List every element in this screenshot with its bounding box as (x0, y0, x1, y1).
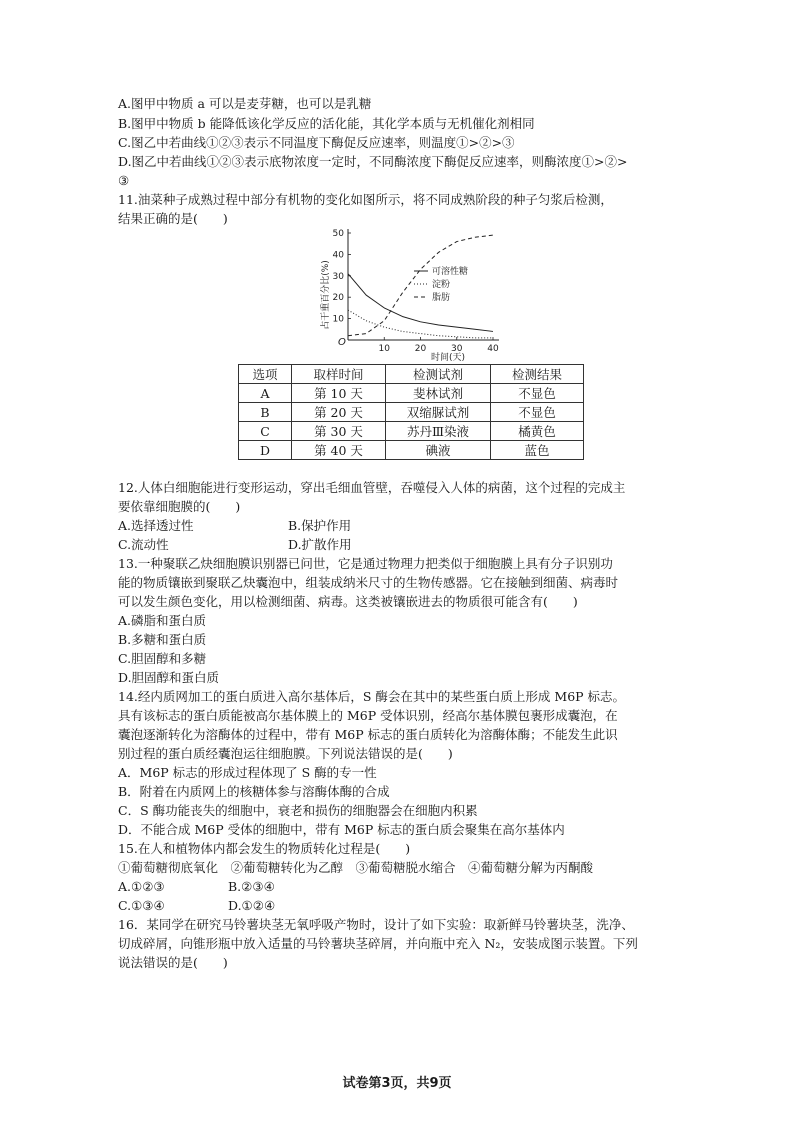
legend-label: 淀粉 (432, 280, 451, 290)
q10-option-c: C.图乙中若曲线①②③表示不同温度下酶促反应速率，则温度①>②>③ (118, 135, 515, 150)
table-cell: 苏丹Ⅲ染液 (386, 422, 491, 441)
x-tick-label: 40 (487, 344, 499, 354)
y-tick-label: 50 (332, 229, 344, 239)
y-tick-label: 20 (332, 293, 344, 304)
q10-option-b: B.图甲中物质 b 能降低该化学反应的活化能，其化学本质与无机催化剂相同 (118, 116, 535, 131)
table-cell: C (239, 422, 292, 441)
q12-option-c: C.流动性 (118, 537, 169, 552)
q14-option-c: C．S 酶功能丧失的细胞中，衰老和损伤的细胞器会在细胞内积累 (118, 803, 478, 818)
q16-stem-cont2: 说法错误的是( ) (118, 955, 228, 970)
q14-stem-cont1: 具有该标志的蛋白质能被高尔基体膜上的 M6P 受体识别，经高尔基体膜包裹形成囊泡，在 (118, 708, 618, 723)
q10-option-a: A.图甲中物质 a 可以是麦芽糖，也可以是乳糖 (118, 96, 372, 111)
q16-stem-cont1: 切成碎屑，向锥形瓶中放入适量的马铃薯块茎碎屑，并向瓶中充入 N₂，安装成图示装置。下列 (118, 936, 638, 951)
q12-stem: 12.人体白细胞能进行变形运动，穿出毛细血管壁，吞噬侵入人体的病菌，这个过程的完成主 (118, 480, 626, 495)
x-axis-label: 时间(天) (430, 353, 466, 361)
q10-option-d: D.图乙中若曲线①②③表示底物浓度一定时，不同酶浓度下酶促反应速率，则酶浓度①>②> (118, 154, 628, 169)
table-cell: 第 30 天 (292, 422, 386, 441)
table-header-cell: 检测结果 (491, 365, 584, 384)
q11-stem: 11.油菜种子成熟过程中部分有机物的变化如图所示，将不同成熟阶段的种子匀浆后检测， (118, 192, 613, 207)
y-axis-label: 占干重百分比(%) (321, 260, 331, 330)
table-header-cell: 取样时间 (292, 365, 386, 384)
q12-option-a: A.选择透过性 (118, 518, 194, 533)
q13-option-d: D.胆固醇和蛋白质 (118, 670, 220, 685)
origin-label: O (338, 337, 346, 348)
q14-option-d: D．不能合成 M6P 受体的细胞中，带有 M6P 标志的蛋白质会聚集在高尔基体内 (118, 822, 565, 837)
table-cell: 橘黄色 (491, 422, 584, 441)
table-cell: 第 20 天 (292, 403, 386, 422)
q12-options-row2 (118, 535, 352, 554)
q11-stem-cont: 结果正确的是( ) (118, 211, 228, 226)
q15-options-row2 (118, 896, 276, 915)
series-line-dashed (348, 235, 493, 336)
q15-stem: 15.在人和植物体内都会发生的物质转化过程是( ) (118, 841, 411, 856)
q13-option-c: C.胆固醇和多糖 (118, 651, 207, 666)
table-cell: D (239, 441, 292, 460)
table-cell: 第 10 天 (292, 384, 386, 403)
y-tick-label: 30 (332, 271, 344, 282)
q13-stem: 13.一种聚联乙炔细胞膜识别器已问世，它是通过物理力把类似于细胞膜上具有分子识别功 (118, 556, 613, 571)
table-cell: 碘液 (386, 441, 491, 460)
table-header-cell: 选项 (239, 365, 292, 384)
table-cell: 双缩脲试剂 (386, 403, 491, 422)
table-cell: 不显色 (491, 403, 584, 422)
q14-stem: 14.经内质网加工的蛋白质进入高尔基体后，S 酶会在其中的某些蛋白质上形成 M6P 标志。 (118, 689, 626, 704)
organic-matter-chart (318, 225, 518, 361)
table-row (239, 422, 584, 441)
table-row (239, 441, 584, 460)
q15-option-b: B.②③④ (228, 879, 275, 894)
x-tick-label: 10 (378, 344, 390, 354)
table-cell: 蓝色 (491, 441, 584, 460)
table-cell: 第 40 天 (292, 441, 386, 460)
table-cell: A (239, 384, 292, 403)
q15-options-row1 (118, 877, 275, 896)
q10-option-d-cont: ③ (118, 173, 130, 188)
x-tick-label: 20 (414, 344, 427, 354)
q12-option-b: B.保护作用 (288, 518, 352, 533)
q15-option-d: D.①②④ (228, 898, 276, 913)
table-row (239, 403, 584, 422)
q13-option-b: B.多糖和蛋白质 (118, 632, 207, 647)
series-line-dotted (348, 310, 493, 338)
q12-option-d: D.扩散作用 (288, 537, 352, 552)
q15-option-a: A.①②③ (118, 879, 165, 894)
q11-result-table (238, 364, 584, 460)
series-line-solid (348, 274, 493, 332)
q13-stem-cont2: 可以发生颜色变化，用以检测细菌、病毒。这类被镶嵌进去的物质很可能含有( ) (118, 594, 578, 609)
table-header-cell: 检测试剂 (386, 365, 491, 384)
table-cell: 斐林试剂 (386, 384, 491, 403)
q15-option-c: C.①③④ (118, 898, 165, 913)
x-tick-label: 30 (451, 344, 463, 354)
q12-options-row1 (118, 516, 352, 535)
legend-label: 可溶性糖 (432, 267, 469, 277)
legend-label: 脂肪 (432, 293, 451, 303)
page-footer: 试卷第3页，共9页 (342, 1076, 452, 1091)
q13-stem-cont1: 能的物质镶嵌到聚联乙炔囊泡中，组装成纳米尺寸的生物传感器。它在接触到细菌、病毒时 (118, 575, 619, 590)
q15-items: ①葡萄糖彻底氧化 ②葡萄糖转化为乙醇 ③葡萄糖脱水缩合 ④葡萄糖分解为丙酮酸 (118, 860, 594, 875)
table-cell: 不显色 (491, 384, 584, 403)
table-cell: B (239, 403, 292, 422)
q13-option-a: A.磷脂和蛋白质 (118, 613, 207, 628)
q14-option-a: A．M6P 标志的形成过程体现了 S 酶的专一性 (118, 765, 377, 780)
y-tick-label: 40 (332, 250, 344, 261)
q14-option-b: B．附着在内质网上的核糖体参与溶酶体酶的合成 (118, 784, 390, 799)
q16-stem: 16．某同学在研究马铃薯块茎无氧呼吸产物时，设计了如下实验：取新鲜马铃薯块茎，洗净、 (118, 917, 634, 932)
q14-stem-cont3: 别过程的蛋白质经囊泡运往细胞膜。下列说法错误的是( ) (118, 746, 453, 761)
y-tick-label: 10 (332, 314, 344, 325)
table-row (239, 384, 584, 403)
q14-stem-cont2: 囊泡逐渐转化为溶酶体的过程中，带有 M6P 标志的蛋白质转化为溶酶体酶；不能发生此识 (118, 727, 618, 742)
q12-stem-cont: 要依靠细胞膜的( ) (118, 499, 241, 514)
